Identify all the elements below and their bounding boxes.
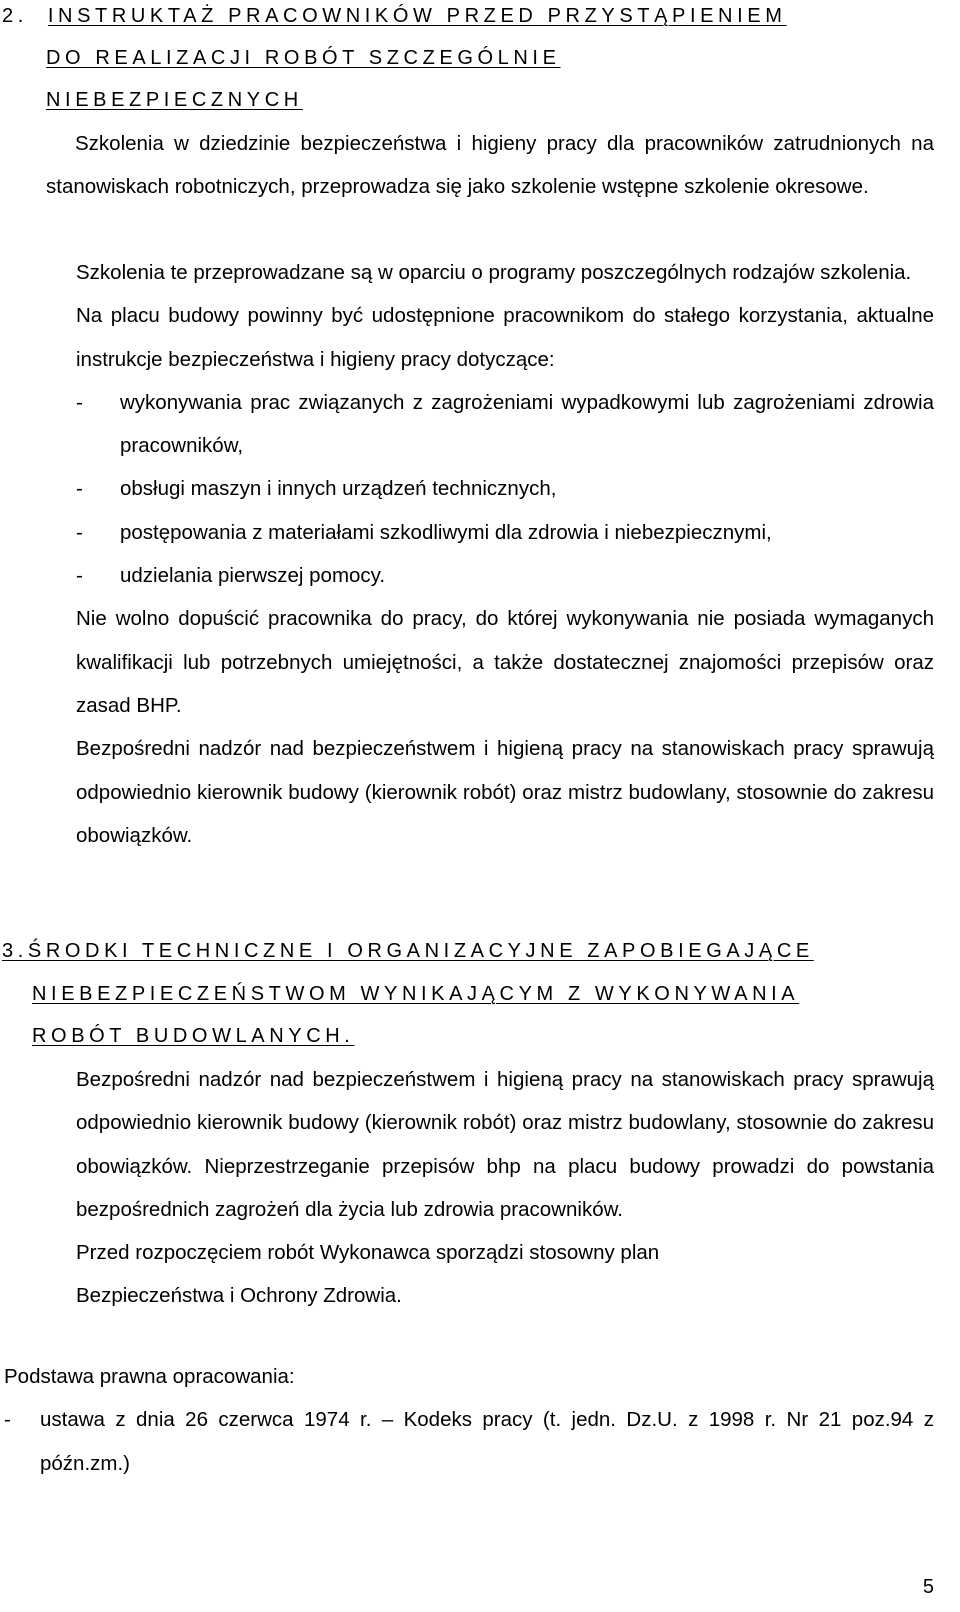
- section-2-heading-line-3: [46, 89, 303, 112]
- section-2-body-b: [76, 251, 934, 857]
- list-item: [76, 511, 934, 554]
- section-3-paragraph-2-line-2: Bezpieczeństwa i Ochrony Zdrowia.: [76, 1284, 402, 1308]
- list-item-text: obsługi maszyn i innych urządzeń technicznych,: [120, 477, 557, 501]
- section-2-paragraph-3: Na placu budowy powinny być udostępnione pracownikom do stałego korzystania, aktualne instrukcje bezpieczeństwa i higieny pracy dotyczące:: [76, 304, 934, 371]
- section-3-title-line-2: NIEBEZPIECZEŃSTWOM WYNIKAJĄCYM Z WYKONYWANIA: [32, 983, 800, 1005]
- section-2-heading-line-1: [2, 5, 786, 28]
- section-2-title-line-2: DO REALIZACJI ROBÓT SZCZEGÓLNIE: [46, 47, 561, 69]
- section-3-heading-line-1: [2, 940, 814, 963]
- list-dash: -: [76, 477, 83, 501]
- list-item: [76, 381, 934, 468]
- list-item-text: udzielania pierwszej pomocy.: [120, 564, 386, 588]
- section-3-body: [76, 1058, 934, 1318]
- section-2-paragraph-5: Bezpośredni nadzór nad bezpieczeństwem i higieną pracy na stanowiskach pracy sprawują odpowiednio kierownik budowy (kierownik robót) oraz mistrz budowlany, stosownie do zakresu obowiązków.: [76, 737, 934, 847]
- list-dash: -: [76, 564, 83, 588]
- section-2-paragraph-1: Szkolenia w dziedzinie bezpieczeństwa i higieny pracy dla pracowników zatrudnionych na stanowiskach robotniczych, przeprowadza się jako szkolenie wstępne szkolenie okresowe.: [46, 132, 934, 199]
- section-2-paragraph-2: Szkolenia te przeprowadzane są w oparciu o programy poszczególnych rodzajów szkolenia.: [76, 261, 912, 284]
- section-3-heading-line-3: [32, 1025, 354, 1048]
- section-3-number: 3.: [2, 940, 28, 962]
- section-2-heading-line-2: [46, 47, 561, 70]
- section-3-paragraph-1: Bezpośredni nadzór nad bezpieczeństwem i higieną pracy na stanowiskach pracy sprawują odpowiednio kierownik budowy (kierownik robót) oraz mistrz budowlany, stosownie do zakresu obowiązków. Nieprzestrzeganie przepisów bhp na placu budowy prowadzi do powstania bezpośrednich zagrożeń dla życia lub zdrowia pracowników.: [76, 1068, 934, 1221]
- section-3-title-line-1: ŚRODKI TECHNICZNE I ORGANIZACYJNE ZAPOBIEGAJĄCE: [27, 940, 814, 962]
- section-2-number: 2.: [2, 5, 28, 27]
- list-item: [76, 554, 934, 597]
- list-dash: -: [76, 520, 83, 544]
- section-2-title-line-3: NIEBEZPIECZNYCH: [46, 89, 303, 111]
- section-2-paragraph-4: Nie wolno dopuścić pracownika do pracy, do której wykonywania nie posiada wymaganych kwalifikacji lub potrzebnych umiejętności, a także dostatecznej znajomości przepisów oraz zasad BHP.: [76, 607, 934, 717]
- legal-basis-item: [4, 1398, 934, 1485]
- list-dash: -: [76, 390, 83, 414]
- list-item-text: postępowania z materiałami szkodliwymi dla zdrowia i niebezpiecznymi,: [120, 520, 772, 544]
- list-item: [76, 467, 934, 510]
- page-number: 5: [922, 1576, 934, 1598]
- section-3-heading-line-2: [32, 983, 799, 1006]
- legal-basis-dash: -: [4, 1408, 11, 1432]
- section-2-title-line-1: INSTRUKTAŻ PRACOWNIKÓW PRZED PRZYSTĄPIENIEM: [47, 5, 787, 27]
- section-3-title-line-3: ROBÓT BUDOWLANYCH.: [32, 1025, 355, 1047]
- legal-basis-label: Podstawa prawna opracowania:: [4, 1365, 295, 1388]
- section-3-paragraph-2-line-1: Przed rozpoczęciem robót Wykonawca sporządzi stosowny plan: [76, 1241, 660, 1265]
- list-item-text: wykonywania prac związanych z zagrożeniami wypadkowymi lub zagrożeniami zdrowia pracowników,: [120, 390, 934, 458]
- section-2-body: [46, 122, 934, 209]
- legal-basis-item-text: ustawa z dnia 26 czerwca 1974 r. – Kodeks pracy (t. jedn. Dz.U. z 1998 r. Nr 21 poz.94 z późn.zm.): [40, 1408, 934, 1475]
- legal-basis: [4, 1355, 934, 1485]
